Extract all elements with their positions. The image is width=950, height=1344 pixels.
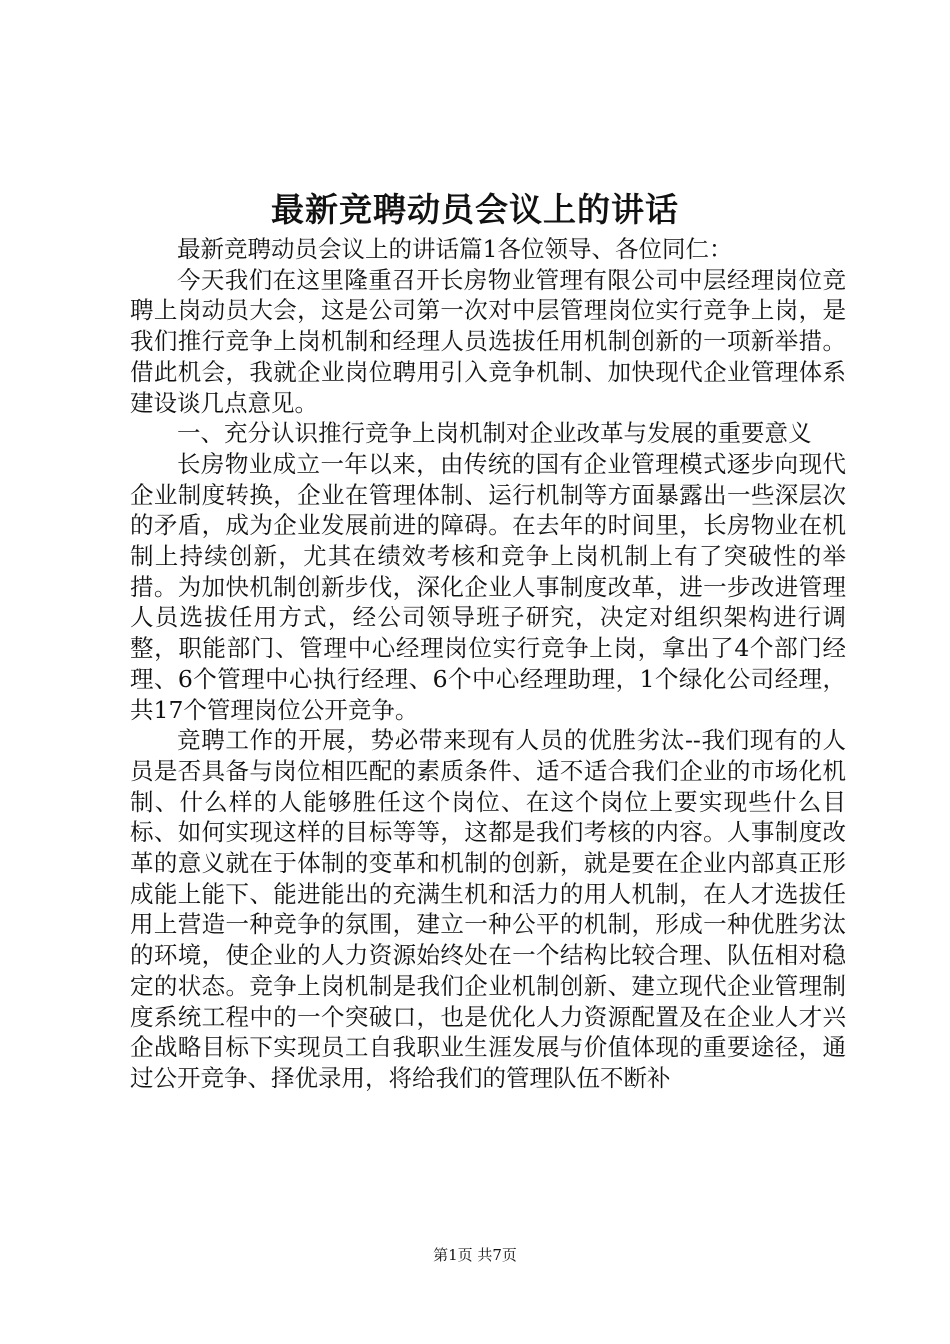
section-heading-1: 一、充分认识推行竞争上岗机制对企业改革与发展的重要意义 xyxy=(177,419,812,448)
page-number-footer: 第1页 共7页 xyxy=(433,1246,517,1264)
document-title: 最新竞聘动员会议上的讲话 xyxy=(271,190,679,229)
document-body xyxy=(130,234,846,1094)
paragraph-opening: 最新竞聘动员会议上的讲话篇1各位领导、各位同仁： xyxy=(177,235,733,263)
paragraph-introduction: 今天我们在这里隆重召开长房物业管理有限公司中层经理岗位竞聘上岗动员大会，这是公司第一次对中层管理岗位实行竞争上岗，是我们推行竞争上岗机制和经理人员选拔任用机制创新的一项新举措。借此机会，我就企业岗位聘用引入竞争机制、加快现代企业管理体系建设谈几点意见。 xyxy=(130,265,846,417)
paragraph-significance: 竞聘工作的开展，势必带来现有人员的优胜劣汰--我们现有的人员是否具备与岗位相匹配的素质条件、适不适合我们企业的市场化机制、什么样的人能够胜任这个岗位、在这个岗位上要实现些什么目标、如何实现这样的目标等等，这都是我们考核的内容。人事制度改革的意义就在于体制的变革和机制的创新，就是要在企业内部真正形成能上能下、能进能出的充满生机和活力的用人机制，在人才选拔任用上营造一种竞争的氛围，建立一种公平的机制，形成一种优胜劣汰的环境，使企业的人力资源始终处在一个结构比较合理、队伍相对稳定的状态。竞争上岗机制是我们企业机制创新、建立现代企业管理制度系统工程中的一个突破口，也是优化人力资源配置及在企业人才兴企战略目标下实现员工自我职业生涯发展与价值体现的重要途径，通过公开竞争、择优录用，将给我们的管理队伍不断补 xyxy=(130,726,846,1092)
paragraph-background: 长房物业成立一年以来，由传统的国有企业管理模式逐步向现代企业制度转换，企业在管理体制、运行机制等方面暴露出一些深层次的矛盾，成为企业发展前进的障碍。在去年的时间里，长房物业在机制上持续创新，尤其在绩效考核和竞争上岗机制上有了突破性的举措。为加快机制创新步伐，深化企业人事制度改革，进一步改进管理人员选拔任用方式，经公司领导班子研究，决定对组织架构进行调整，职能部门、管理中心经理岗位实行竞争上岗，拿出了4个部门经理、6个管理中心执行经理、6个中心经理助理，1个绿化公司经理，共17个管理岗位公开竞争。 xyxy=(130,449,846,724)
